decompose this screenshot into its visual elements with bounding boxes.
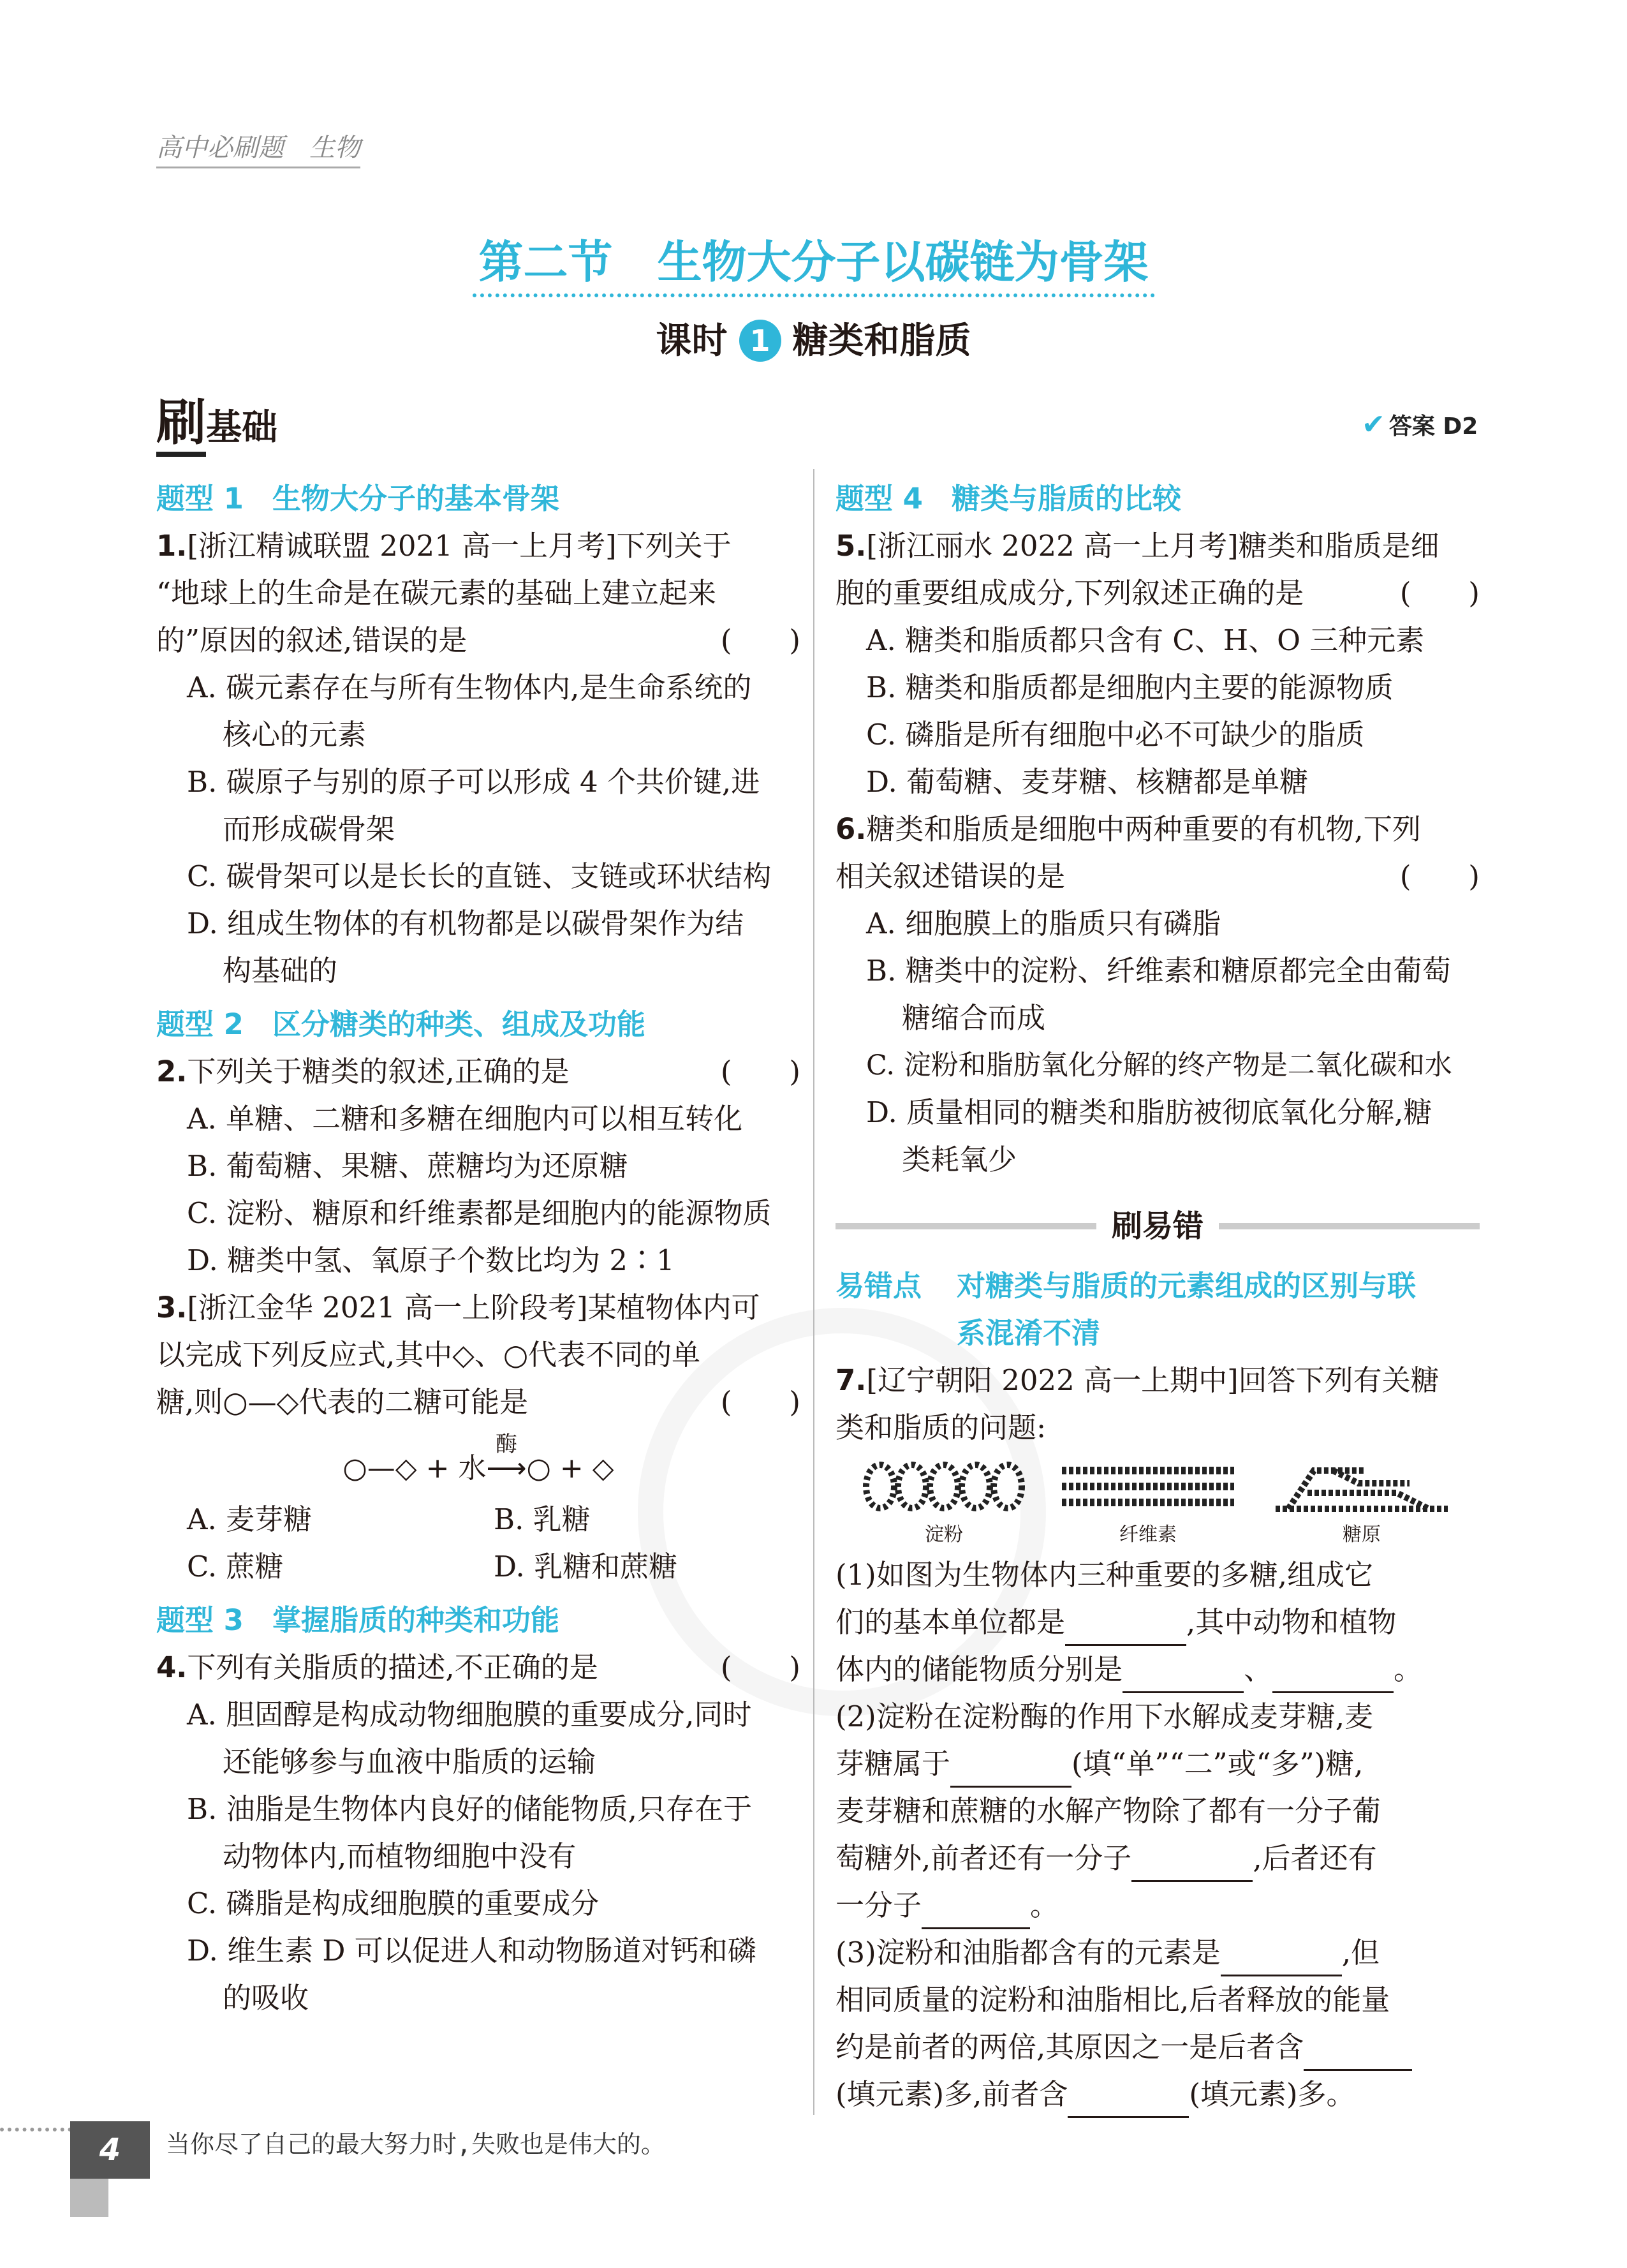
option-b: B. 碳原子与别的原子可以形成 4 个共价键,进 (187, 765, 760, 799)
error-prone-divider: 刷易错 (836, 1203, 1480, 1250)
answer-blank[interactable] (1065, 1612, 1186, 1646)
check-icon: ✔ (1362, 408, 1385, 441)
answer-blank[interactable] (1221, 1943, 1342, 1976)
option-b: B. 糖类中的淀粉、纤维素和糖原都完全由葡萄 (866, 954, 1451, 988)
question-5: 5.[浙江丽水 2022 高一上月考]糖类和脂质是细 胞的重要组成成分,下列叙述正确的是 ( ) A. 糖类和脂质都只含有 C、H、O 三种元素 B. 糖类和脂质都是细胞内主要的能源物质 C. 磷脂是所有细胞中必不可缺少的脂质 D. 葡萄糖、麦芽糖、核糖都是单糖 (836, 523, 1480, 806)
option-c: C. 蔗糖 (187, 1550, 284, 1583)
question-1: 1.[浙江精诚联盟 2021 高一上月考]下列关于 “地球上的生命是在碳元素的基础上建立起来 的”原因的叙述,错误的是 ( ) A. 碳元素存在与所有生物体内,是生命系统的 核心的元素 B. 碳原子与别的原子可以形成 4 个共价键,进 而形成碳骨架 C. 碳骨架可以是长长的直链、支链或环状结构 D. 组成生物体的有机物都是以碳骨架作为结 构基础的 (156, 529, 800, 988)
option-c: C. 磷脂是构成细胞膜的重要成分 (187, 1886, 600, 1920)
option-d: D. 葡萄糖、麦芽糖、核糖都是单糖 (866, 765, 1309, 799)
running-header: 高中必刷题 生物 (156, 128, 360, 168)
page-number: 4 (70, 2121, 150, 2179)
option-a: A. 单糖、二糖和多糖在细胞内可以相互转化 (187, 1102, 743, 1136)
question-2: 2.下列关于糖类的叙述,正确的是 ( ) A. 单糖、二糖和多糖在细胞内可以相互转化 B. 葡萄糖、果糖、蔗糖均为还原糖 C. 淀粉、糖原和纤维素都是细胞内的能源物质 D. 糖类中氢、氧原子个数比均为 2∶1 (156, 1048, 800, 1284)
question-7: 7.[辽宁朝阳 2022 高一上期中]回答下列有关糖 类和脂质的问题: 淀粉 纤维素 糖原 (1)如图为生物体内三种重要的多糖,组成它 们的基本单位都是 ,其中动物和植物 体内的储能物质分别是 、 。 (2)淀粉在淀粉酶的作用下水解成麦芽糖,麦 芽糖属于 (填“单”“二”或“多”)糖, 麦芽糖和蔗糖的水解产物除了都有一分子葡 萄糖外,前者还有一分子 ,后者还有 一分子 。 (3)淀粉和油脂都含有的元素是 ,但 相同质量的淀粉和油脂相比,后者释放的能量 约是前者的两倍,其原因之一是后者含 (填元素)多,前者含 (填元素)多。 (836, 1357, 1480, 2118)
question-type-heading: 题型 4 糖类与脂质的比较 (836, 482, 1181, 515)
brand-label: 刷基础 (156, 383, 277, 454)
question-3: 3.[浙江金华 2021 高一上阶段考]某植物体内可 以完成下列反应式,其中◇、○代表不同的单 糖,则○—◇代表的二糖可能是 ( ) ○—◇ + 水 酶 ⟶○ + ◇ A. 麦芽糖 B. 乳糖 C. 蔗糖 D. 乳糖和蔗糖 (156, 1284, 800, 1590)
answer-blank[interactable] (1123, 1659, 1244, 1693)
question-type-heading: 题型 1 生物大分子的基本骨架 (156, 482, 559, 515)
answer-paren: ( ) (1399, 859, 1480, 893)
option-a: A. 碳元素存在与所有生物体内,是生命系统的 (187, 671, 752, 704)
option-b: B. 糖类和脂质都是细胞内主要的能源物质 (866, 671, 1394, 704)
option-a: A. 胆固醇是构成动物细胞膜的重要成分,同时 (187, 1698, 752, 1731)
option-d: D. 质量相同的糖类和脂肪被彻底氧化分解,糖 (866, 1095, 1432, 1129)
answer-paren: ( ) (1399, 576, 1480, 610)
option-b: B. 油脂是生物体内良好的储能物质,只存在于 (187, 1792, 752, 1826)
right-column (836, 469, 1480, 2118)
option-c: C. 淀粉和脂肪氧化分解的终产物是二氧化碳和水 (866, 1049, 1452, 1081)
lesson-title: 课时 1 糖类和脂质 (656, 320, 971, 362)
option-d: D. 维生素 D 可以促进人和动物肠道对钙和磷 (187, 1934, 756, 1968)
figure-cellulose: 纤维素 (1119, 1523, 1177, 1546)
question-type-heading: 题型 2 区分糖类的种类、组成及功能 (156, 1007, 645, 1041)
answer-blank[interactable] (1272, 1659, 1394, 1693)
answer-blank[interactable] (1131, 1848, 1253, 1882)
option-b: B. 葡萄糖、果糖、蔗糖均为还原糖 (187, 1149, 628, 1183)
answer-blank[interactable] (1068, 2084, 1189, 2118)
option-d: D. 糖类中氢、氧原子个数比均为 2∶1 (187, 1243, 675, 1277)
answer-blank[interactable] (922, 1895, 1030, 1929)
option-c: C. 淀粉、糖原和纤维素都是细胞内的能源物质 (187, 1196, 772, 1230)
lesson-number-badge: 1 (739, 320, 781, 362)
option-c: C. 磷脂是所有细胞中必不可缺少的脂质 (866, 718, 1365, 752)
option-d: D. 组成生物体的有机物都是以碳骨架作为结 (187, 907, 744, 940)
option-b: B. 乳糖 (494, 1502, 591, 1536)
option-d: D. 乳糖和蔗糖 (494, 1550, 678, 1583)
answer-blank[interactable] (950, 1754, 1071, 1788)
figure-starch: 淀粉 (861, 1458, 1027, 1548)
answer-reference: ✔ 答案 D2 (1362, 408, 1478, 441)
answer-paren: ( ) (720, 1385, 800, 1419)
question-6: 6.糖类和脂质是细胞中两种重要的有机物,下列 相关叙述错误的是 ( ) A. 细胞膜上的脂质只有磷脂 B. 糖类中的淀粉、纤维素和糖原都完全由葡萄 糖缩合而成 C. 淀粉和脂肪氧化分解的终产物是二氧化碳和水 D. 质量相同的糖类和脂肪被彻底氧化分解,糖 类耗氧少 (836, 812, 1480, 1176)
page-number-accent (70, 2179, 108, 2217)
error-point-heading: 易错点 对糖类与脂质的元素组成的区别与联 系混淆不清 (836, 1269, 1417, 1350)
option-a: A. 麦芽糖 (187, 1502, 313, 1536)
enzyme-label: 酶 (495, 1432, 517, 1457)
polysaccharide-figure (836, 1458, 1480, 1548)
answer-paren: ( ) (720, 1650, 800, 1684)
question-4: 4.下列有关脂质的描述,不正确的是 ( ) A. 胆固醇是构成动物细胞膜的重要成分,同时 还能够参与血液中脂质的运输 B. 油脂是生物体内良好的储能物质,只存在于 动物体内,而植物细胞中没有 C. 磷脂是构成细胞膜的重要成分 D. 维生素 D 可以促进人和动物肠道对钙和磷 的吸收 (156, 1644, 800, 2022)
left-column (156, 469, 800, 2022)
answer-paren: ( ) (720, 1055, 800, 1088)
reaction-equation: ○—◇ + 水 酶 ⟶○ + ◇ (156, 1445, 800, 1492)
footer-motto: 当你尽了自己的最大努力时,失败也是伟大的。 (166, 2130, 665, 2158)
column-divider (813, 469, 814, 2115)
section-title: 第二节 生物大分子以碳链为骨架 (0, 226, 1627, 291)
option-a: A. 细胞膜上的脂质只有磷脂 (866, 907, 1221, 940)
option-c: C. 碳骨架可以是长长的直链、支链或环状结构 (187, 859, 772, 893)
answer-paren: ( ) (720, 623, 800, 657)
option-a: A. 糖类和脂质都只含有 C、H、O 三种元素 (866, 623, 1425, 657)
figure-glycogen: 糖原 (1269, 1458, 1454, 1548)
answer-blank[interactable] (1304, 2037, 1412, 2071)
question-type-heading: 题型 3 掌握脂质的种类和功能 (156, 1603, 559, 1637)
